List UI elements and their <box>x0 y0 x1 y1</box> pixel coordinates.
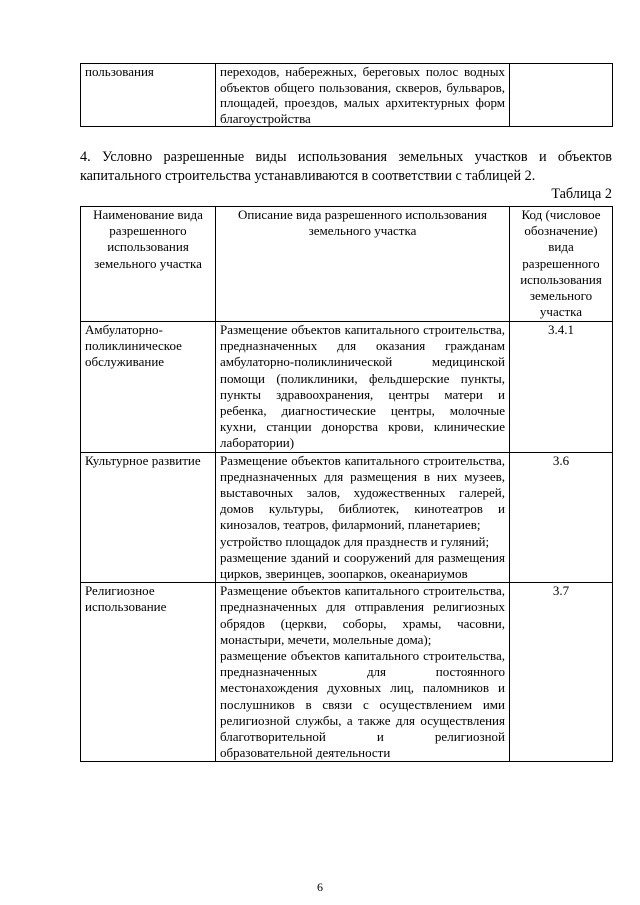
header-code: Код (числовое обозначение) вида разрешенного использования земельного участка <box>510 207 613 322</box>
table-2 <box>80 206 613 762</box>
header-description: Описание вида разрешенного использования земельного участка <box>216 207 510 322</box>
row-code: 3.7 <box>510 583 613 762</box>
row-name: Амбулаторно-поликлиническое обслуживание <box>81 322 216 453</box>
cell-description: переходов, набережных, береговых полос водных объектов общего пользования, скверов, бульваров, площадей, проездов, малых архитектурных форм благоустройства <box>216 64 510 127</box>
page-number: 6 <box>317 880 323 894</box>
header-name: Наименование вида разрешенного использования земельного участка <box>81 207 216 322</box>
table-row <box>81 452 613 583</box>
table-row <box>81 64 613 127</box>
table-row <box>81 583 613 762</box>
row-name: Культурное развитие <box>81 452 216 583</box>
row-code: 3.6 <box>510 452 613 583</box>
row-name: Религиозное использование <box>81 583 216 762</box>
table-header-row <box>81 207 613 322</box>
paragraph-4: 4. Условно разрешенные виды использования земельных участков и объектов капитального строительства устанавливаются в соответствии с таблицей 2. <box>80 149 612 184</box>
cell-code <box>510 64 613 127</box>
table-caption: Таблица 2 <box>551 186 612 202</box>
row-description: Размещение объектов капитального строительства, предназначенных для оказания гражданам амбулаторно-поликлинической медицинской помощи (поликлиники, фельдшерские пункты, пункты здравоохранения, центры матери и ребенка, диагностические центры, молочные кухни, станции донорства крови, клинические лаборатории) <box>216 322 510 453</box>
row-description: Размещение объектов капитального строительства, предназначенных для отправления религиозных обрядов (церкви, соборы, храмы, часовни, монастыри, мечети, молельные дома); размещение объектов капитального строительства, предназначенных для постоянного местонахождения духовных лиц, паломников и послушников в связи с осуществлением ими религиозной службы, а также для осуществления благотворительной и религиозной образовательной деятельности <box>216 583 510 762</box>
row-description: Размещение объектов капитального строительства, предназначенных для размещения в них музеев, выставочных залов, художественных галерей, домов культуры, библиотек, кинотеатров и кинозалов, театров, филармоний, планетариев; устройство площадок для празднеств и гуляний; размещение зданий и сооружений для размещения цирков, зверинцев, зоопарков, океанариумов <box>216 452 510 583</box>
table-row <box>81 322 613 453</box>
top-table-fragment <box>80 63 613 127</box>
cell-name: пользования <box>81 64 216 127</box>
row-code: 3.4.1 <box>510 322 613 453</box>
